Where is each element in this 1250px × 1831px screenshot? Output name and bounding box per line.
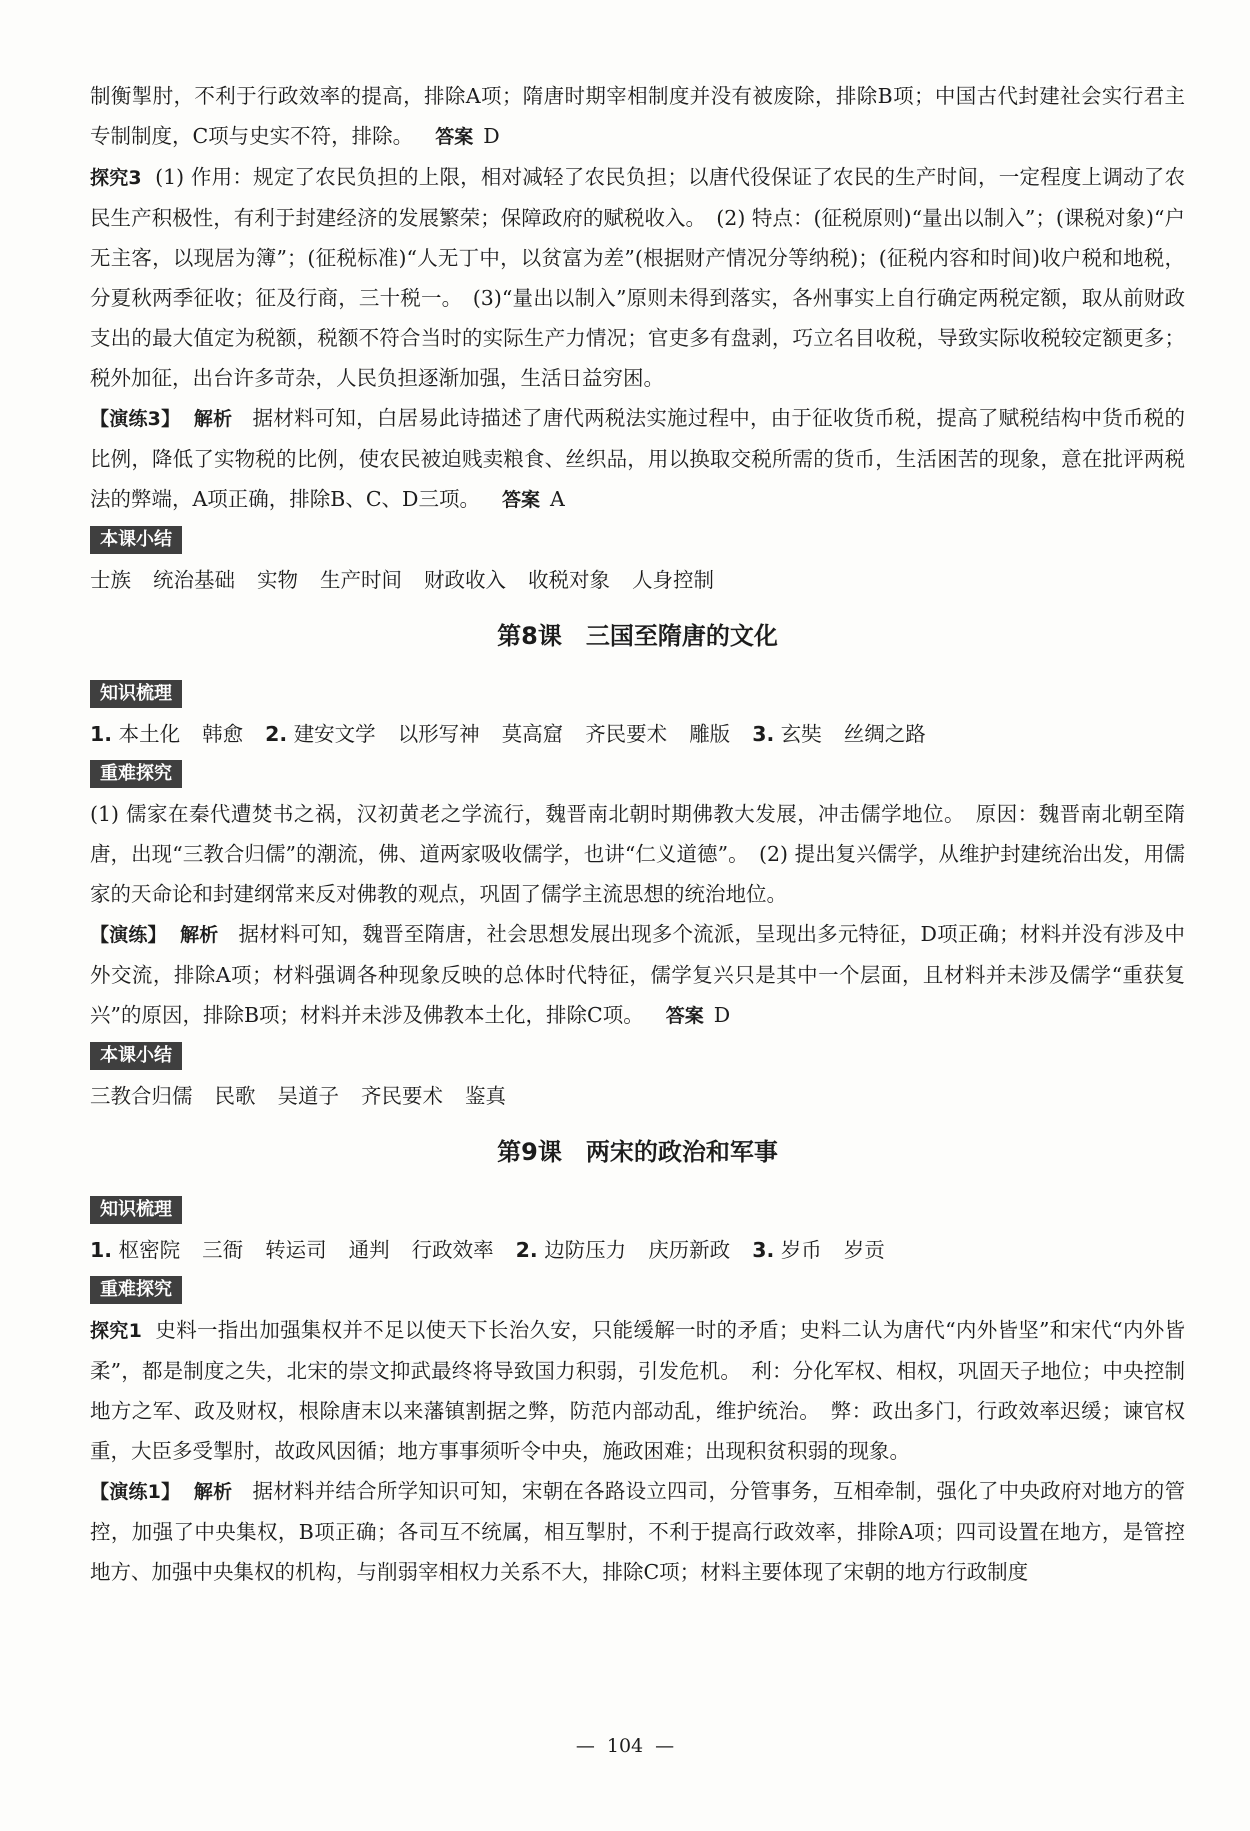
knowledge-item: 齐民要术 bbox=[585, 722, 668, 746]
summary-item: 齐民要术 bbox=[361, 1084, 443, 1108]
lesson-9-title: 第9课 两宋的政治和军事 bbox=[497, 1138, 778, 1166]
explore-label: 探究3 bbox=[90, 167, 142, 189]
answer-label: 答案 bbox=[665, 1005, 704, 1027]
knowledge-item: 转运司 bbox=[265, 1238, 327, 1262]
practice-label: 【演练1】 bbox=[90, 1481, 181, 1503]
knowledge-item: 通判 bbox=[348, 1238, 390, 1262]
summary-item: 鉴真 bbox=[465, 1084, 506, 1108]
knowledge-item: 三衙 bbox=[202, 1238, 244, 1262]
lesson-8-title: 第8课 三国至隋唐的文化 bbox=[497, 622, 778, 650]
summary-list-7 bbox=[90, 560, 1185, 600]
knowledge-item: 岁币 bbox=[780, 1238, 822, 1262]
summary-item: 民歌 bbox=[214, 1084, 256, 1108]
explore-text: 史料一指出加强集权并不足以使天下长治久安，只能缓解一时的矛盾；史料二认为唐代“内外皆坚”和宋代“内外皆柔”，都是制度之失，北宋的崇文抑武最终将导致国力积弱，引发危机。 利：分化军权、相权，巩固天子地位；中央控制地方之军、政及财权，根除唐末以来藩镇割据之弊，防范内部动乱，维护统治。 弊：政出多门，行政效率迟缓；谏官权重，大臣多受掣肘，故政风因循；地方事事须听令中央，施政困难；出现积贫积弱的现象。 bbox=[90, 1318, 1185, 1463]
knowledge-item: 玄奘 bbox=[780, 722, 822, 746]
answer-label: 答案 bbox=[435, 126, 474, 148]
item-number: 2. bbox=[265, 722, 288, 746]
analysis-label: 解析 bbox=[180, 924, 219, 946]
knowledge-item: 韩愈 bbox=[202, 722, 244, 746]
practice-text: 据材料可知，魏晋至隋唐，社会思想发展出现多个流派，呈现出多元特征，D项正确；材料并没有涉及中外交流，排除A项；材料强调各种现象反映的总体时代特征，儒学复兴只是其中一个层面，且材料并未涉及儒学“重获复兴”的原因，排除B项；材料并未涉及佛教本土化，排除C项。 bbox=[90, 922, 1185, 1027]
answer-value: A bbox=[550, 487, 565, 511]
page-number bbox=[0, 1735, 1250, 1757]
summary-item: 统治基础 bbox=[153, 568, 235, 592]
item-number: 1. bbox=[90, 722, 113, 746]
knowledge-item: 以形写神 bbox=[397, 722, 480, 746]
practice-text: 据材料可知，白居易此诗描述了唐代两税法实施过程中，由于征收货币税，提高了赋税结构中货币税的比例，降低了实物税的比例，使农民被迫贱卖粮食、丝织品，用以换取交税所需的货币，生活困苦的现象，意在批评两税法的弊端，A项正确，排除B、C、D三项。 bbox=[90, 406, 1185, 511]
answer-label: 答案 bbox=[502, 489, 541, 511]
knowledge-list-9 bbox=[90, 1230, 1185, 1270]
analysis-label: 解析 bbox=[193, 408, 233, 430]
explore-9-1 bbox=[90, 1310, 1185, 1471]
knowledge-item: 莫高窟 bbox=[501, 722, 564, 746]
answer-value: D bbox=[713, 1003, 731, 1027]
explore-8: (1) 儒家在秦代遭焚书之祸，汉初黄老之学流行，魏晋南北朝时期佛教大发展，冲击儒学地位。 原因：魏晋南北朝至隋唐，出现“三教合归儒”的潮流，佛、道两家吸收儒学，也讲“仁义道德”。 (2) 提出复兴儒学，从维护封建统治出发，用儒家的天命论和封建纲常来反对佛教的观点，巩固了儒学主流思想的统治地位。 bbox=[90, 802, 1185, 906]
practice-text: 据材料并结合所学知识可知，宋朝在各路设立四司，分管事务，互相牵制，强化了中央政府对地方的管控，加强了中央集权，B项正确；各司互不统属，相互掣肘，不利于提高行政效率，排除A项；四司设置在地方，是管控地方、加强中央集权的机构，与削弱宰相权力关系不大，排除C项；材料主要体现了宋朝的地方行政制度 bbox=[90, 1479, 1185, 1584]
item-number: 1. bbox=[90, 1238, 113, 1262]
summary-item: 财政收入 bbox=[424, 568, 506, 592]
knowledge-list-8 bbox=[90, 714, 1185, 754]
item-number: 3. bbox=[752, 722, 775, 746]
dash: — bbox=[655, 1735, 675, 1757]
explore-label: 探究1 bbox=[90, 1320, 142, 1342]
item-number: 2. bbox=[515, 1238, 538, 1262]
knowledge-item: 建安文学 bbox=[293, 722, 376, 746]
explore-text: (1) 作用：规定了农民负担的上限，相对减轻了农民负担；以唐代役保证了农民的生产时间，一定程度上调动了农民生产积极性，有利于封建经济的发展繁荣；保障政府的赋税收入。 (2) 特点：(征税原则)“量出以制入”；(课税对象)“户无主客，以现居为簿”；(征税标准)“人无丁中，以贫富为差”(根据财产情况分等纳税)；(征税内容和时间)收户税和地税，分夏秋两季征收；征及行商，三十税一。 (3)“量出以制入”原则未得到落实，各州事实上自行确定两税定额，取从前财政支出的最大值定为税额，税额不符合当时的实际生产力情况；官吏多有盘剥，巧立名目收税，导致实际收税较定额更多；税外加征，出台许多苛杂，人民负担逐渐加强，生活日益穷困。 bbox=[90, 165, 1185, 390]
knowledge-item: 枢密院 bbox=[118, 1238, 181, 1262]
summary-tag: 本课小结 bbox=[90, 526, 182, 554]
knowledge-item: 雕版 bbox=[689, 722, 731, 746]
analysis-label: 解析 bbox=[193, 1481, 233, 1503]
page-content bbox=[90, 76, 1185, 1592]
practice-3 bbox=[90, 398, 1185, 520]
summary-list-8 bbox=[90, 1076, 1185, 1116]
knowledge-item: 边防压力 bbox=[544, 1238, 627, 1262]
practice-label: 【演练】 bbox=[90, 924, 167, 946]
knowledge-item: 岁贡 bbox=[843, 1238, 885, 1262]
practice-8 bbox=[90, 914, 1185, 1036]
key-issue-tag: 重难探究 bbox=[90, 1276, 182, 1304]
knowledge-item: 行政效率 bbox=[411, 1238, 494, 1262]
page-number-value: 104 bbox=[606, 1735, 644, 1757]
explore-3 bbox=[90, 157, 1185, 398]
item-number: 3. bbox=[752, 1238, 775, 1262]
summary-item: 人身控制 bbox=[632, 568, 714, 592]
knowledge-tag: 知识梳理 bbox=[90, 680, 182, 708]
summary-tag: 本课小结 bbox=[90, 1042, 182, 1070]
answer-value: D bbox=[483, 124, 500, 148]
text: 制衡掣肘，不利于行政效率的提高，排除A项；隋唐时期宰相制度并没有被废除，排除B项；中国古代封建社会实行君主专制制度，C项与史实不符，排除。 bbox=[90, 84, 1185, 148]
summary-item: 收税对象 bbox=[528, 568, 610, 592]
summary-item: 实物 bbox=[257, 568, 298, 592]
knowledge-item: 丝绸之路 bbox=[843, 722, 926, 746]
knowledge-tag: 知识梳理 bbox=[90, 1196, 182, 1224]
key-issue-tag: 重难探究 bbox=[90, 760, 182, 788]
summary-item: 吴道子 bbox=[277, 1084, 339, 1108]
practice-9-1 bbox=[90, 1471, 1185, 1592]
summary-item: 三教合归儒 bbox=[90, 1084, 193, 1108]
dash: — bbox=[575, 1735, 595, 1757]
knowledge-item: 本土化 bbox=[118, 722, 181, 746]
practice-label: 【演练3】 bbox=[90, 408, 181, 430]
summary-item: 生产时间 bbox=[320, 568, 402, 592]
paragraph-continuation bbox=[90, 76, 1185, 157]
knowledge-item: 庆历新政 bbox=[648, 1238, 731, 1262]
summary-item: 士族 bbox=[90, 568, 131, 592]
